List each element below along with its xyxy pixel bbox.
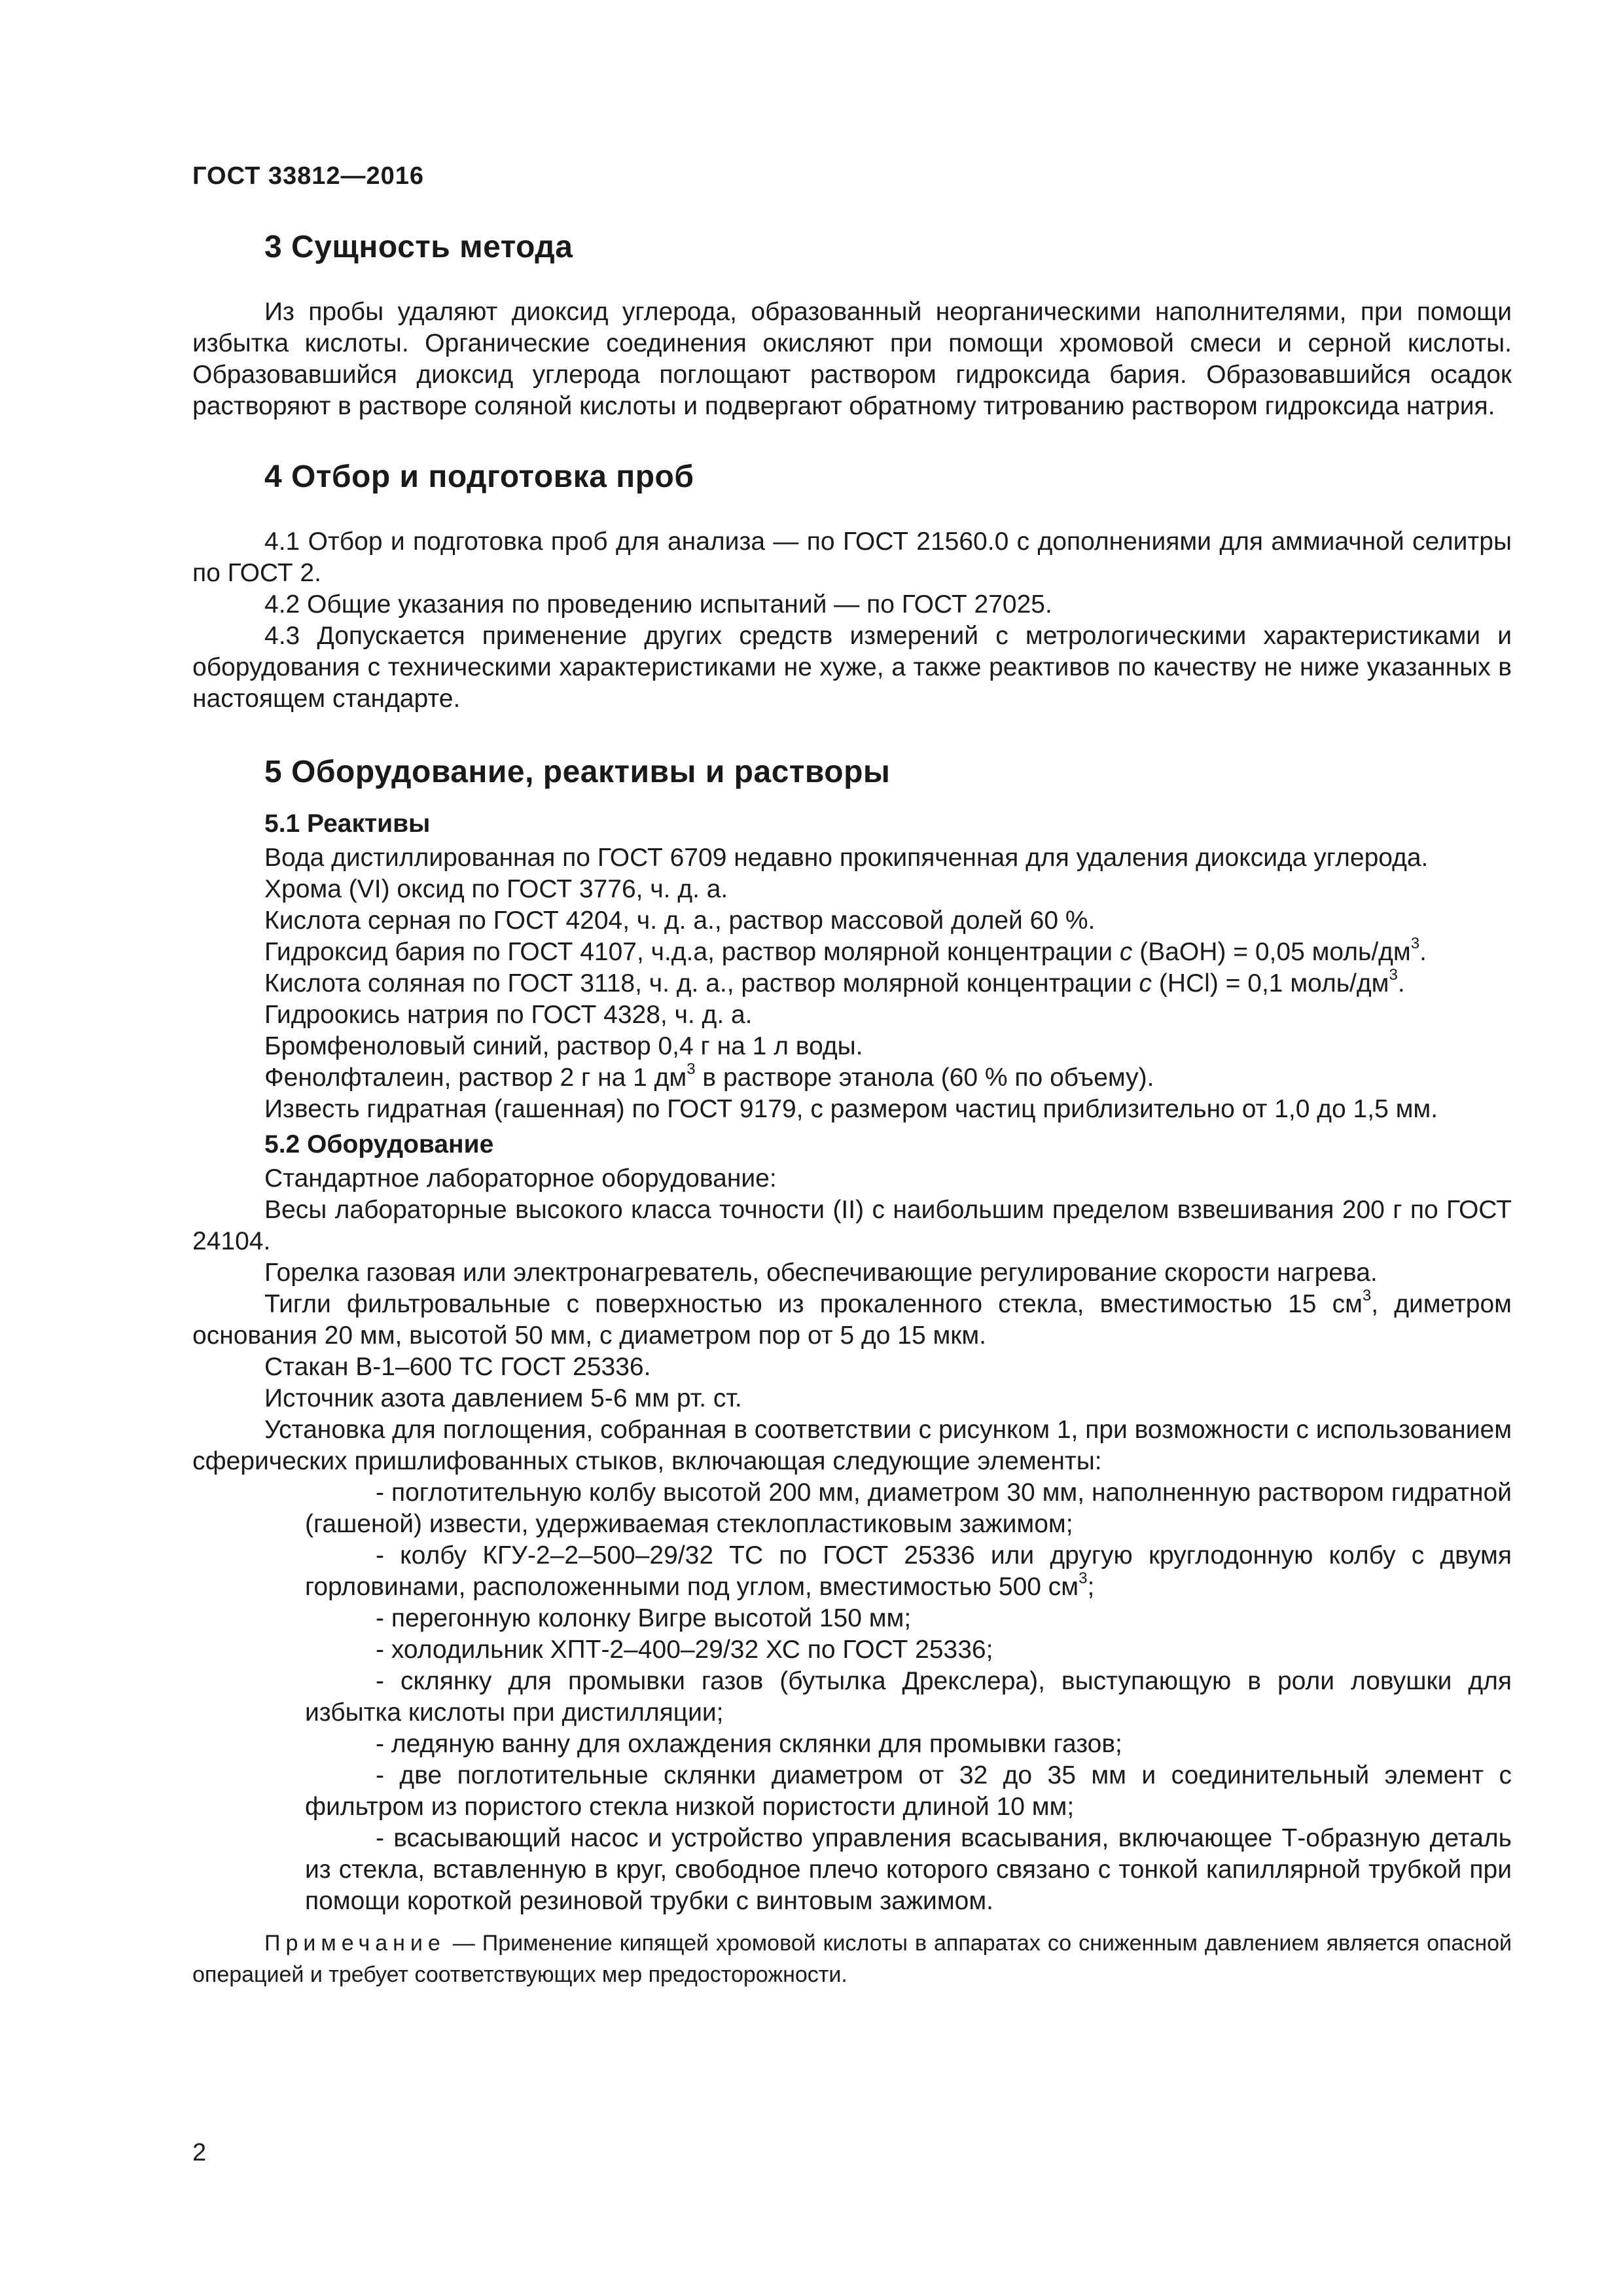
section-5: [192, 754, 1512, 1990]
element-text: ;: [1087, 1573, 1095, 1601]
installation-element: - поглотительную колбу высотой 200 мм, диаметром 30 мм, наполненную раствором гидратной (гашеной) извести, удерживаемая стеклопластиковым зажимом;: [305, 1479, 1512, 1538]
subsection-5-1-title: 5.1 Реактивы: [264, 810, 431, 838]
installation-element: [192, 1540, 1512, 1603]
note-text: — Применение кипящей хромовой кислоты в аппаратах со сниженным давлением является опасной операцией и требует соответствующих мер предосторожности.: [192, 1931, 1512, 1987]
page-number: 2: [192, 2139, 207, 2166]
reagent-text: .: [1419, 938, 1427, 966]
section-5-title: 5 Оборудование, реактивы и растворы: [264, 755, 891, 789]
installation-element: - всасывающий насос и устройство управления всасывания, включающее Т-образную деталь из стекла, вставленную в круг, свободное плечо которого связано с тонкой капиллярной трубкой при помощи короткой резиновой трубки с винтовым зажимом.: [305, 1824, 1512, 1915]
installation-element: - две поглотительные склянки диаметром от 32 до 35 мм и соединительный элемент с фильтром из пористого стекла низкой пористости длиной 10 мм;: [305, 1761, 1512, 1821]
equipment-item: Горелка газовая или электронагреватель, обеспечивающие регулирование скорости нагрева.: [264, 1259, 1378, 1287]
superscript: 3: [687, 1060, 696, 1078]
concentration-symbol: c: [1119, 938, 1133, 966]
clause-4-2: 4.2 Общие указания по проведению испытаний — по ГОСТ 27025.: [264, 590, 1052, 619]
page-content: [192, 229, 1512, 1990]
reagent-text: (BaOH) = 0,05 моль/дм: [1132, 938, 1411, 966]
equipment-text: , диметром основания 20 мм, высотой 50 мм, с диаметром пор от 5 до 15 мкм.: [192, 1290, 1512, 1350]
installation-element: - ледяную ванну для охлаждения склянки для промывки газов;: [376, 1730, 1122, 1758]
section-3: [192, 229, 1512, 422]
reagent-item: [192, 937, 1512, 968]
section-4: [192, 459, 1512, 715]
installation-element: - склянку для промывки газов (бутылка Дрекслера), выступающую в роли ловушки для избытка кислоты при дистилляции;: [305, 1667, 1512, 1727]
superscript: 3: [1410, 935, 1420, 952]
clause-4-1: 4.1 Отбор и подготовка проб для анализа — по ГОСТ 21560.0 с дополнениями для аммиачной селитры по ГОСТ 2.: [192, 528, 1512, 587]
reagent-item: Кислота серная по ГОСТ 4204, ч. д. а., раствор массовой долей 60 %.: [264, 906, 1096, 935]
equipment-item: Стандартное лабораторное оборудование:: [264, 1164, 777, 1193]
reagent-text: в растворе этанола (60 % по объему).: [695, 1064, 1154, 1092]
superscript: 3: [1362, 1287, 1372, 1304]
section-3-paragraph: Из пробы удаляют диоксид углерода, образованный неорганическими наполнителями, при помощи избытка кислоты. Органические соединения окисляют при помощи хромовой смеси и серной кислоты. Образовавшийся диоксид углерода поглощают раствором гидроксида бария. Образовавшийся осадок растворяют в растворе соляной кислоты и подвергают обратному титрованию раствором гидроксида натрия.: [192, 298, 1512, 420]
reagent-item: [192, 968, 1512, 999]
reagent-item: Бромфеноловый синий, раствор 0,4 г на 1 л воды.: [264, 1032, 863, 1060]
equipment-item: Источник азота давлением 5-6 мм рт. ст.: [264, 1384, 742, 1412]
reagent-text: Фенолфталеин, раствор 2 г на 1 дм: [264, 1064, 687, 1092]
concentration-symbol: c: [1139, 969, 1152, 997]
reagent-text: (HCl) = 0,1 моль/дм: [1152, 969, 1389, 997]
installation-element: - холодильник ХПТ-2–400–29/32 ХС по ГОСТ 25336;: [376, 1636, 993, 1664]
note-label: Примечание: [264, 1931, 446, 1956]
equipment-item: Стакан В-1–600 ТС ГОСТ 25336.: [264, 1353, 651, 1381]
equipment-item: Весы лабораторные высокого класса точности (II) с наибольшим пределом взвешивания 200 г по ГОСТ 24104.: [192, 1196, 1512, 1255]
reagent-item: [192, 1062, 1512, 1094]
equipment-item: Установка для поглощения, собранная в соответствии с рисунком 1, при возможности с использованием сферических пришлифованных стыков, включающая следующие элементы:: [192, 1416, 1512, 1475]
reagent-text: Гидроксид бария по ГОСТ 4107, ч.д.а, раствор молярной концентрации: [264, 938, 1120, 966]
note: [192, 1928, 1512, 1990]
reagent-item: Хрома (VI) оксид по ГОСТ 3776, ч. д. а.: [264, 875, 728, 903]
equipment-text: Тигли фильтровальные с поверхностью из прокаленного стекла, вместимостью 15 см: [264, 1290, 1363, 1318]
superscript: 3: [1079, 1570, 1088, 1587]
section-3-title: 3 Сущность метода: [264, 230, 573, 264]
section-4-title: 4 Отбор и подготовка проб: [264, 459, 694, 494]
reagent-item: Известь гидратная (гашенная) по ГОСТ 9179, с размером частиц приблизительно от 1,0 до 1,5 мм.: [264, 1095, 1438, 1123]
document-header: ГОСТ 33812—2016: [192, 162, 425, 190]
equipment-item: [192, 1289, 1512, 1352]
reagent-text: .: [1397, 969, 1405, 997]
superscript: 3: [1389, 966, 1398, 984]
installation-element: - перегонную колонку Вигре высотой 150 мм;: [376, 1604, 912, 1632]
element-text: - колбу КГУ-2–2–500–29/32 ТС по ГОСТ 25336 или другую круглодонную колбу с двумя горловинами, расположенными под углом, вместимостью 500 см: [305, 1541, 1512, 1601]
reagent-item: Гидроокись натрия по ГОСТ 4328, ч. д. а.: [264, 1001, 753, 1029]
subsection-5-2-title: 5.2 Оборудование: [264, 1130, 494, 1158]
reagent-item: Вода дистиллированная по ГОСТ 6709 недавно прокипяченная для удаления диоксида углерода.: [264, 844, 1429, 872]
reagent-text: Кислота соляная по ГОСТ 3118, ч. д. а., раствор молярной концентрации: [264, 969, 1139, 997]
clause-4-3: 4.3 Допускается применение других средств измерений с метрологическими характеристиками и оборудования с техническими характеристиками не хуже, а также реактивов по качеству не ниже указанных в настоящем стандарте.: [192, 622, 1512, 713]
